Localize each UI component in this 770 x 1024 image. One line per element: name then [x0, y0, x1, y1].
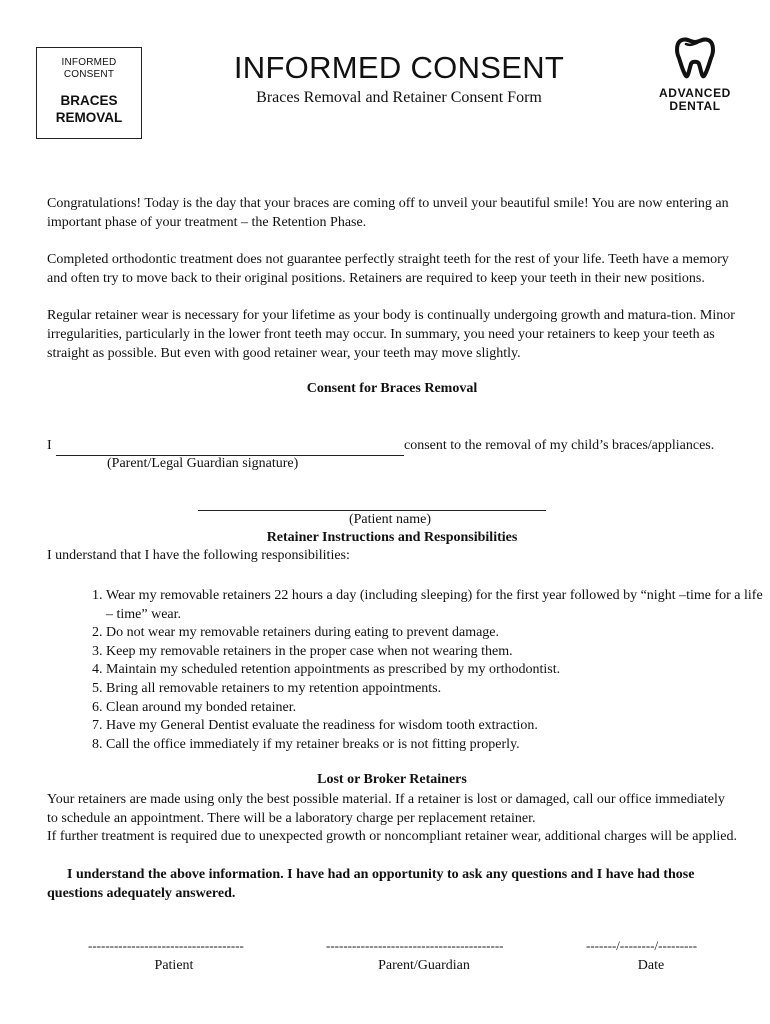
intro-paragraph-2: Completed orthodontic treatment does not guarantee perfectly straight teeth for the rest of your life. Teeth have a memory and often try to move back to their original positions. Retainers are required to keep your teeth in their new positions. — [47, 252, 729, 286]
page-subtitle: Braces Removal and Retainer Consent Form — [256, 89, 542, 106]
list-item: 8. Call the office immediately if my retainer breaks or is not fitting properly. — [106, 736, 766, 755]
date-line[interactable]: -------/--------/--------- — [586, 938, 698, 953]
consent-prefix: I — [47, 438, 52, 453]
responsibility-list — [70, 587, 766, 754]
form-type-big-text — [37, 92, 141, 126]
list-item: 2. Do not wear my removable retainers during eating to prevent damage. — [106, 624, 766, 643]
consent-heading: Consent for Braces Removal — [306, 381, 478, 396]
list-item: 3. Keep my removable retainers in the proper case when not wearing them. — [106, 643, 766, 662]
retainer-intro: I understand that I have the following responsibilities: — [47, 548, 350, 563]
page-title: INFORMED CONSENT — [233, 50, 565, 85]
logo-text — [650, 87, 740, 113]
date-label: Date — [637, 958, 665, 973]
list-item: 1. Wear my removable retainers 22 hours a day (including sleeping) for the first year followed by “night –time for a life – time” wear. — [106, 587, 766, 624]
form-type-small-text — [37, 57, 141, 81]
lost-retainers-paragraph-1: Your retainers are made using only the best possible material. If a retainer is lost or damaged, call our office immediately to schedule an appointment. There will be a laboratory charge per replacement retainer. — [47, 792, 725, 826]
logo-line2: DENTAL — [669, 99, 721, 113]
company-logo — [650, 34, 740, 118]
form-type-box — [36, 47, 142, 139]
list-item: 5. Bring all removable retainers to my retention appointments. — [106, 680, 766, 699]
list-item: 6. Clean around my bonded retainer. — [106, 699, 766, 718]
lost-retainers-paragraph-2: If further treatment is required due to unexpected growth or noncompliant retainer wear, additional charges will be applied. — [47, 829, 737, 844]
retainer-heading: Retainer Instructions and Responsibilities — [266, 530, 518, 545]
patient-signature-line[interactable]: ------------------------------------ — [88, 938, 244, 953]
patient-name-line[interactable] — [198, 510, 546, 511]
patient-name-label: (Patient name) — [348, 512, 432, 527]
patient-signature-label: Patient — [154, 958, 194, 973]
form-type-big-line2: REMOVAL — [55, 110, 123, 125]
intro-paragraph-1: Congratulations! Today is the day that your braces are coming off to unveil your beautiful smile! You are now entering an important phase of your treatment – the Retention Phase. — [47, 196, 729, 230]
list-item: 4. Maintain my scheduled retention appointments as prescribed by my orthodontist. — [106, 661, 766, 680]
list-item: 7. Have my General Dentist evaluate the readiness for wisdom tooth extraction. — [106, 717, 766, 736]
consent-statement: consent to the removal of my child’s braces/appliances. — [404, 438, 715, 453]
tooth-icon — [672, 34, 718, 80]
guardian-signature-label: (Parent/Legal Guardian signature) — [107, 456, 299, 471]
form-type-big-line1: BRACES — [60, 93, 118, 108]
form-type-small-line2: CONSENT — [63, 69, 115, 80]
guardian-final-signature-line[interactable]: ----------------------------------------- — [326, 938, 504, 953]
lost-retainers-heading: Lost or Broker Retainers — [317, 772, 467, 787]
acknowledgement-statement: I understand the above information. I have had an opportunity to ask any questions and I have had those questions adequately answered. — [47, 867, 695, 901]
intro-paragraph-3: Regular retainer wear is necessary for your lifetime as your body is continually undergoing growth and matura-tion. Minor irregularities, particularly in the lower front teeth may occur. In summary, you need your retainers to keep your teeth as straight as possible. But even with good retainer wear, your teeth may move slightly. — [47, 308, 735, 361]
logo-line1: ADVANCED — [659, 86, 731, 100]
form-type-small-line1: INFORMED — [61, 57, 117, 68]
guardian-final-signature-label: Parent/Guardian — [378, 958, 470, 973]
